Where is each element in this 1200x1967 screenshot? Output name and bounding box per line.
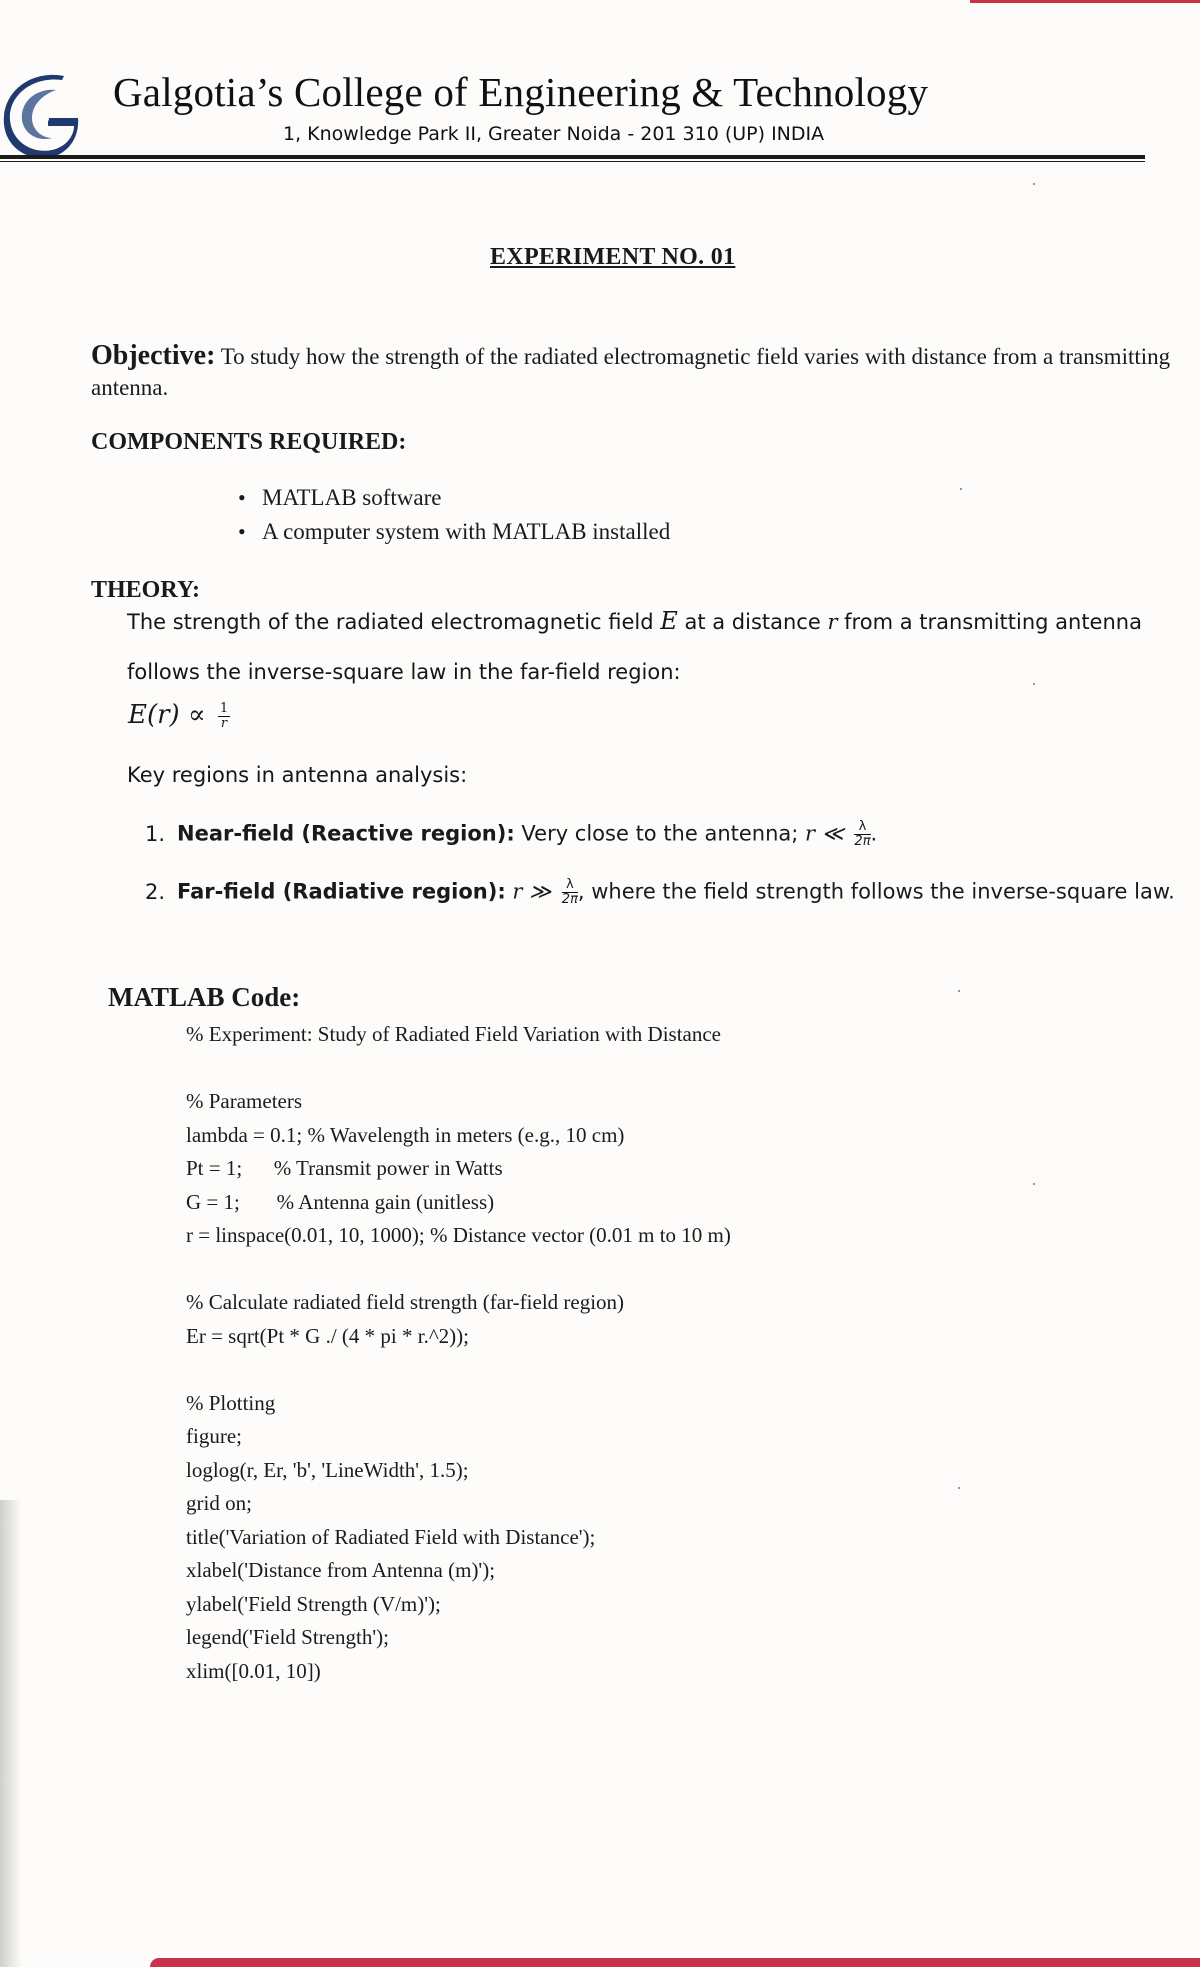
- experiment-title: EXPERIMENT NO. 01: [490, 244, 736, 270]
- fraction-numerator: λ: [854, 820, 870, 835]
- theory-heading: THEORY:: [91, 577, 200, 603]
- region-math: r ≪: [805, 821, 851, 846]
- theory-text-segment: at a distance: [677, 610, 828, 634]
- scan-speck: [958, 990, 960, 992]
- objective-label: Objective:: [91, 340, 216, 371]
- code-line: % Experiment: Study of Radiated Field Variation with Distance: [186, 1022, 722, 1046]
- region-label: Near-field (Reactive region):: [177, 821, 515, 846]
- code-line: title('Variation of Radiated Field with Distance');: [186, 1524, 596, 1549]
- components-heading: COMPONENTS REQUIRED:: [91, 429, 407, 455]
- code-line: grid on;: [186, 1491, 252, 1515]
- header-rule-thin: [0, 161, 1145, 162]
- region-item-near-field: [145, 820, 877, 849]
- code-line: xlim([0.01, 10]): [186, 1658, 321, 1683]
- code-line: legend('Field Strength');: [186, 1625, 389, 1649]
- code-line: lambda = 0.1; % Wavelength in meters (e.g., 10 cm): [186, 1122, 625, 1147]
- region-item-far-field: [145, 878, 1175, 907]
- list-item: • A computer system with MATLAB installed: [262, 515, 670, 549]
- scan-speck: [1033, 683, 1035, 685]
- list-item: • MATLAB software: [262, 481, 670, 515]
- code-line: loglog(r, Er, 'b', 'LineWidth', 1.5);: [186, 1457, 469, 1482]
- fraction-numerator: 1: [219, 700, 229, 716]
- code-line: Pt = 1; % Transmit power in Watts: [186, 1156, 503, 1180]
- region-tail: .: [870, 821, 878, 846]
- scan-speck: [958, 1487, 960, 1489]
- code-line: [186, 1052, 731, 1086]
- code-line: [186, 1253, 731, 1287]
- college-name: Galgotia’s College of Engineering & Technology: [113, 69, 929, 115]
- bottom-accent-line: [150, 1958, 1200, 1967]
- code-line: figure;: [186, 1424, 242, 1448]
- theory-text-segment: The strength of the radiated electromagnetic field: [127, 610, 661, 634]
- inverse-law-formula: [128, 700, 230, 731]
- matlab-code-block: [186, 1018, 731, 1688]
- scan-speck: [1033, 1183, 1035, 1185]
- code-line: [186, 1353, 731, 1387]
- code-line: ylabel('Field Strength (V/m)');: [186, 1591, 441, 1616]
- objective-paragraph: [91, 340, 1171, 403]
- objective-text: To study how the strength of the radiated electromagnetic field varies with distance from a transmitting antenna.: [91, 344, 1171, 400]
- region-math: r ≫: [512, 879, 558, 904]
- code-line: G = 1; % Antenna gain (unitless): [186, 1189, 495, 1214]
- header-rule: [0, 155, 1145, 159]
- formula-lhs: E(r) ∝: [128, 700, 214, 730]
- code-line: xlabel('Distance from Antenna (m)');: [186, 1558, 496, 1582]
- theory-line-2: follows the inverse-square law in the far-field region:: [127, 660, 681, 684]
- college-logo-icon: [2, 68, 80, 158]
- college-address: 1, Knowledge Park II, Greater Noida - 201 310 (UP) INDIA: [283, 123, 825, 145]
- region-fraction: [854, 820, 870, 849]
- code-line: r = linspace(0.01, 10, 1000); % Distance vector (0.01 m to 10 m): [186, 1223, 731, 1247]
- region-label: Far-field (Radiative region):: [177, 879, 506, 904]
- fraction-denominator: 2π: [854, 834, 871, 849]
- code-line: Er = sqrt(Pt * G ./ (4 * pi * r.^2));: [186, 1323, 470, 1348]
- region-number: 2.: [145, 879, 166, 904]
- region-number: 1.: [145, 821, 166, 846]
- matlab-heading: MATLAB Code:: [108, 982, 301, 1012]
- math-symbol-r: r: [827, 610, 838, 634]
- components-list: [262, 481, 670, 549]
- scan-speck: [960, 488, 962, 490]
- math-symbol-e: E: [660, 607, 678, 635]
- code-line: % Parameters: [186, 1089, 303, 1113]
- code-line: % Calculate radiated field strength (far-field region): [186, 1290, 625, 1314]
- scan-edge-shadow: [0, 1500, 22, 1967]
- fraction-denominator: 2π: [561, 892, 578, 907]
- key-regions-intro: Key regions in antenna analysis:: [127, 763, 468, 787]
- fraction-numerator: λ: [562, 878, 578, 893]
- formula-fraction: [218, 702, 230, 731]
- code-line: % Plotting: [186, 1390, 276, 1415]
- region-text: Very close to the antenna;: [514, 821, 806, 846]
- top-accent-line: [970, 0, 1200, 3]
- theory-text-segment: from a transmitting antenna: [837, 610, 1142, 634]
- region-fraction: [562, 878, 578, 907]
- scan-speck: [1033, 183, 1035, 185]
- fraction-denominator: r: [220, 715, 228, 731]
- theory-line-1: [127, 607, 1142, 635]
- region-tail: , where the field strength follows the inverse-square law.: [577, 879, 1175, 904]
